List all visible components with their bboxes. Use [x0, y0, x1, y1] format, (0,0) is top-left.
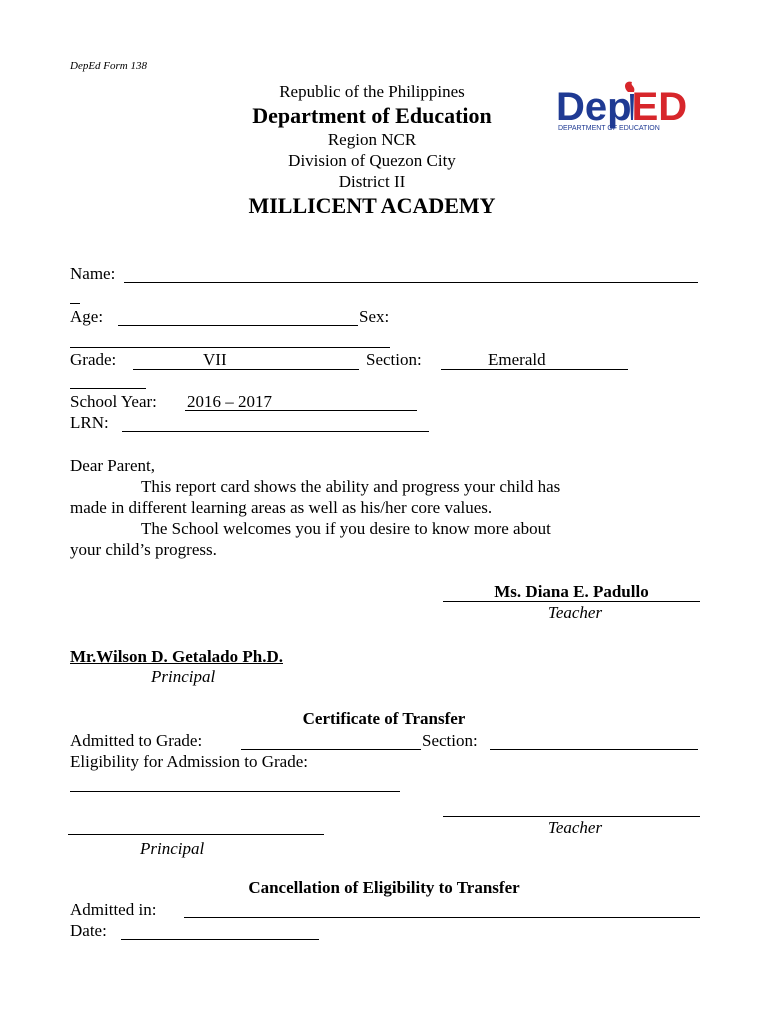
- certificate-of-transfer-title: Certificate of Transfer: [302, 709, 466, 728]
- name-label: Name:: [70, 264, 116, 283]
- age-field[interactable]: [118, 325, 358, 326]
- header-district: District II: [338, 172, 406, 191]
- form-code: DepEd Form 138: [70, 60, 147, 72]
- school-year-value: 2016 – 2017: [187, 392, 272, 411]
- lrn-field[interactable]: [122, 431, 429, 432]
- letter-line-4: your child’s progress.: [70, 540, 217, 559]
- transfer-section-label: Section:: [422, 731, 478, 750]
- letter-salutation: Dear Parent,: [70, 456, 155, 475]
- transfer-section-field[interactable]: [490, 749, 698, 750]
- transfer-principal-title: Principal: [140, 839, 205, 858]
- teacher-name: Ms. Diana E. Padullo: [494, 582, 649, 601]
- admitted-to-grade-label: Admitted to Grade:: [70, 731, 203, 750]
- header-department: Department of Education: [252, 103, 492, 128]
- school-year-label: School Year:: [70, 392, 157, 411]
- header-region: Region NCR: [327, 130, 417, 149]
- teacher-title: Teacher: [547, 603, 603, 622]
- deped-logo: [556, 80, 718, 136]
- sex-label: Sex:: [359, 307, 390, 326]
- letter-line-3: The School welcomes you if you desire to know more about: [141, 519, 551, 538]
- section-value: Emerald: [488, 350, 546, 369]
- admitted-in-label: Admitted in:: [70, 900, 157, 919]
- admitted-in-field[interactable]: [184, 917, 700, 918]
- cancellation-title: Cancellation of Eligibility to Transfer: [248, 878, 520, 897]
- section-field-continuation: [70, 388, 146, 389]
- grade-label: Grade:: [70, 350, 117, 369]
- date-field[interactable]: [121, 939, 319, 940]
- eligibility-label: Eligibility for Admission to Grade:: [70, 752, 308, 771]
- sex-field[interactable]: [70, 347, 390, 348]
- letter-line-2: made in different learning areas as well as his/her core values.: [70, 498, 493, 517]
- header-republic: Republic of the Philippines: [279, 82, 465, 101]
- principal-title: Principal: [151, 667, 216, 686]
- name-field-continuation: [70, 303, 80, 304]
- date-label: Date:: [70, 921, 107, 940]
- principal-name: Mr.Wilson D. Getalado Ph.D.: [70, 647, 283, 666]
- grade-value: VII: [203, 350, 227, 369]
- header-division: Division of Quezon City: [288, 151, 456, 170]
- transfer-principal-signature-line[interactable]: [68, 834, 324, 835]
- eligibility-field[interactable]: [70, 791, 400, 792]
- lrn-label: LRN:: [70, 413, 109, 432]
- letter-line-1: This report card shows the ability and progress your child has: [141, 477, 561, 496]
- logo-word: DepED: [556, 85, 688, 129]
- section-label: Section:: [366, 350, 422, 369]
- transfer-teacher-title: Teacher: [547, 818, 603, 837]
- transfer-teacher-signature-line[interactable]: [443, 816, 700, 817]
- admitted-to-grade-field[interactable]: [241, 749, 421, 750]
- teacher-signature-line: [443, 601, 700, 602]
- name-field[interactable]: [124, 282, 698, 283]
- logo-caption: DEPARTMENT OF EDUCATION: [558, 125, 660, 132]
- school-name: MILLICENT ACADEMY: [248, 193, 496, 218]
- grade-field[interactable]: [133, 369, 359, 370]
- age-label: Age:: [70, 307, 104, 326]
